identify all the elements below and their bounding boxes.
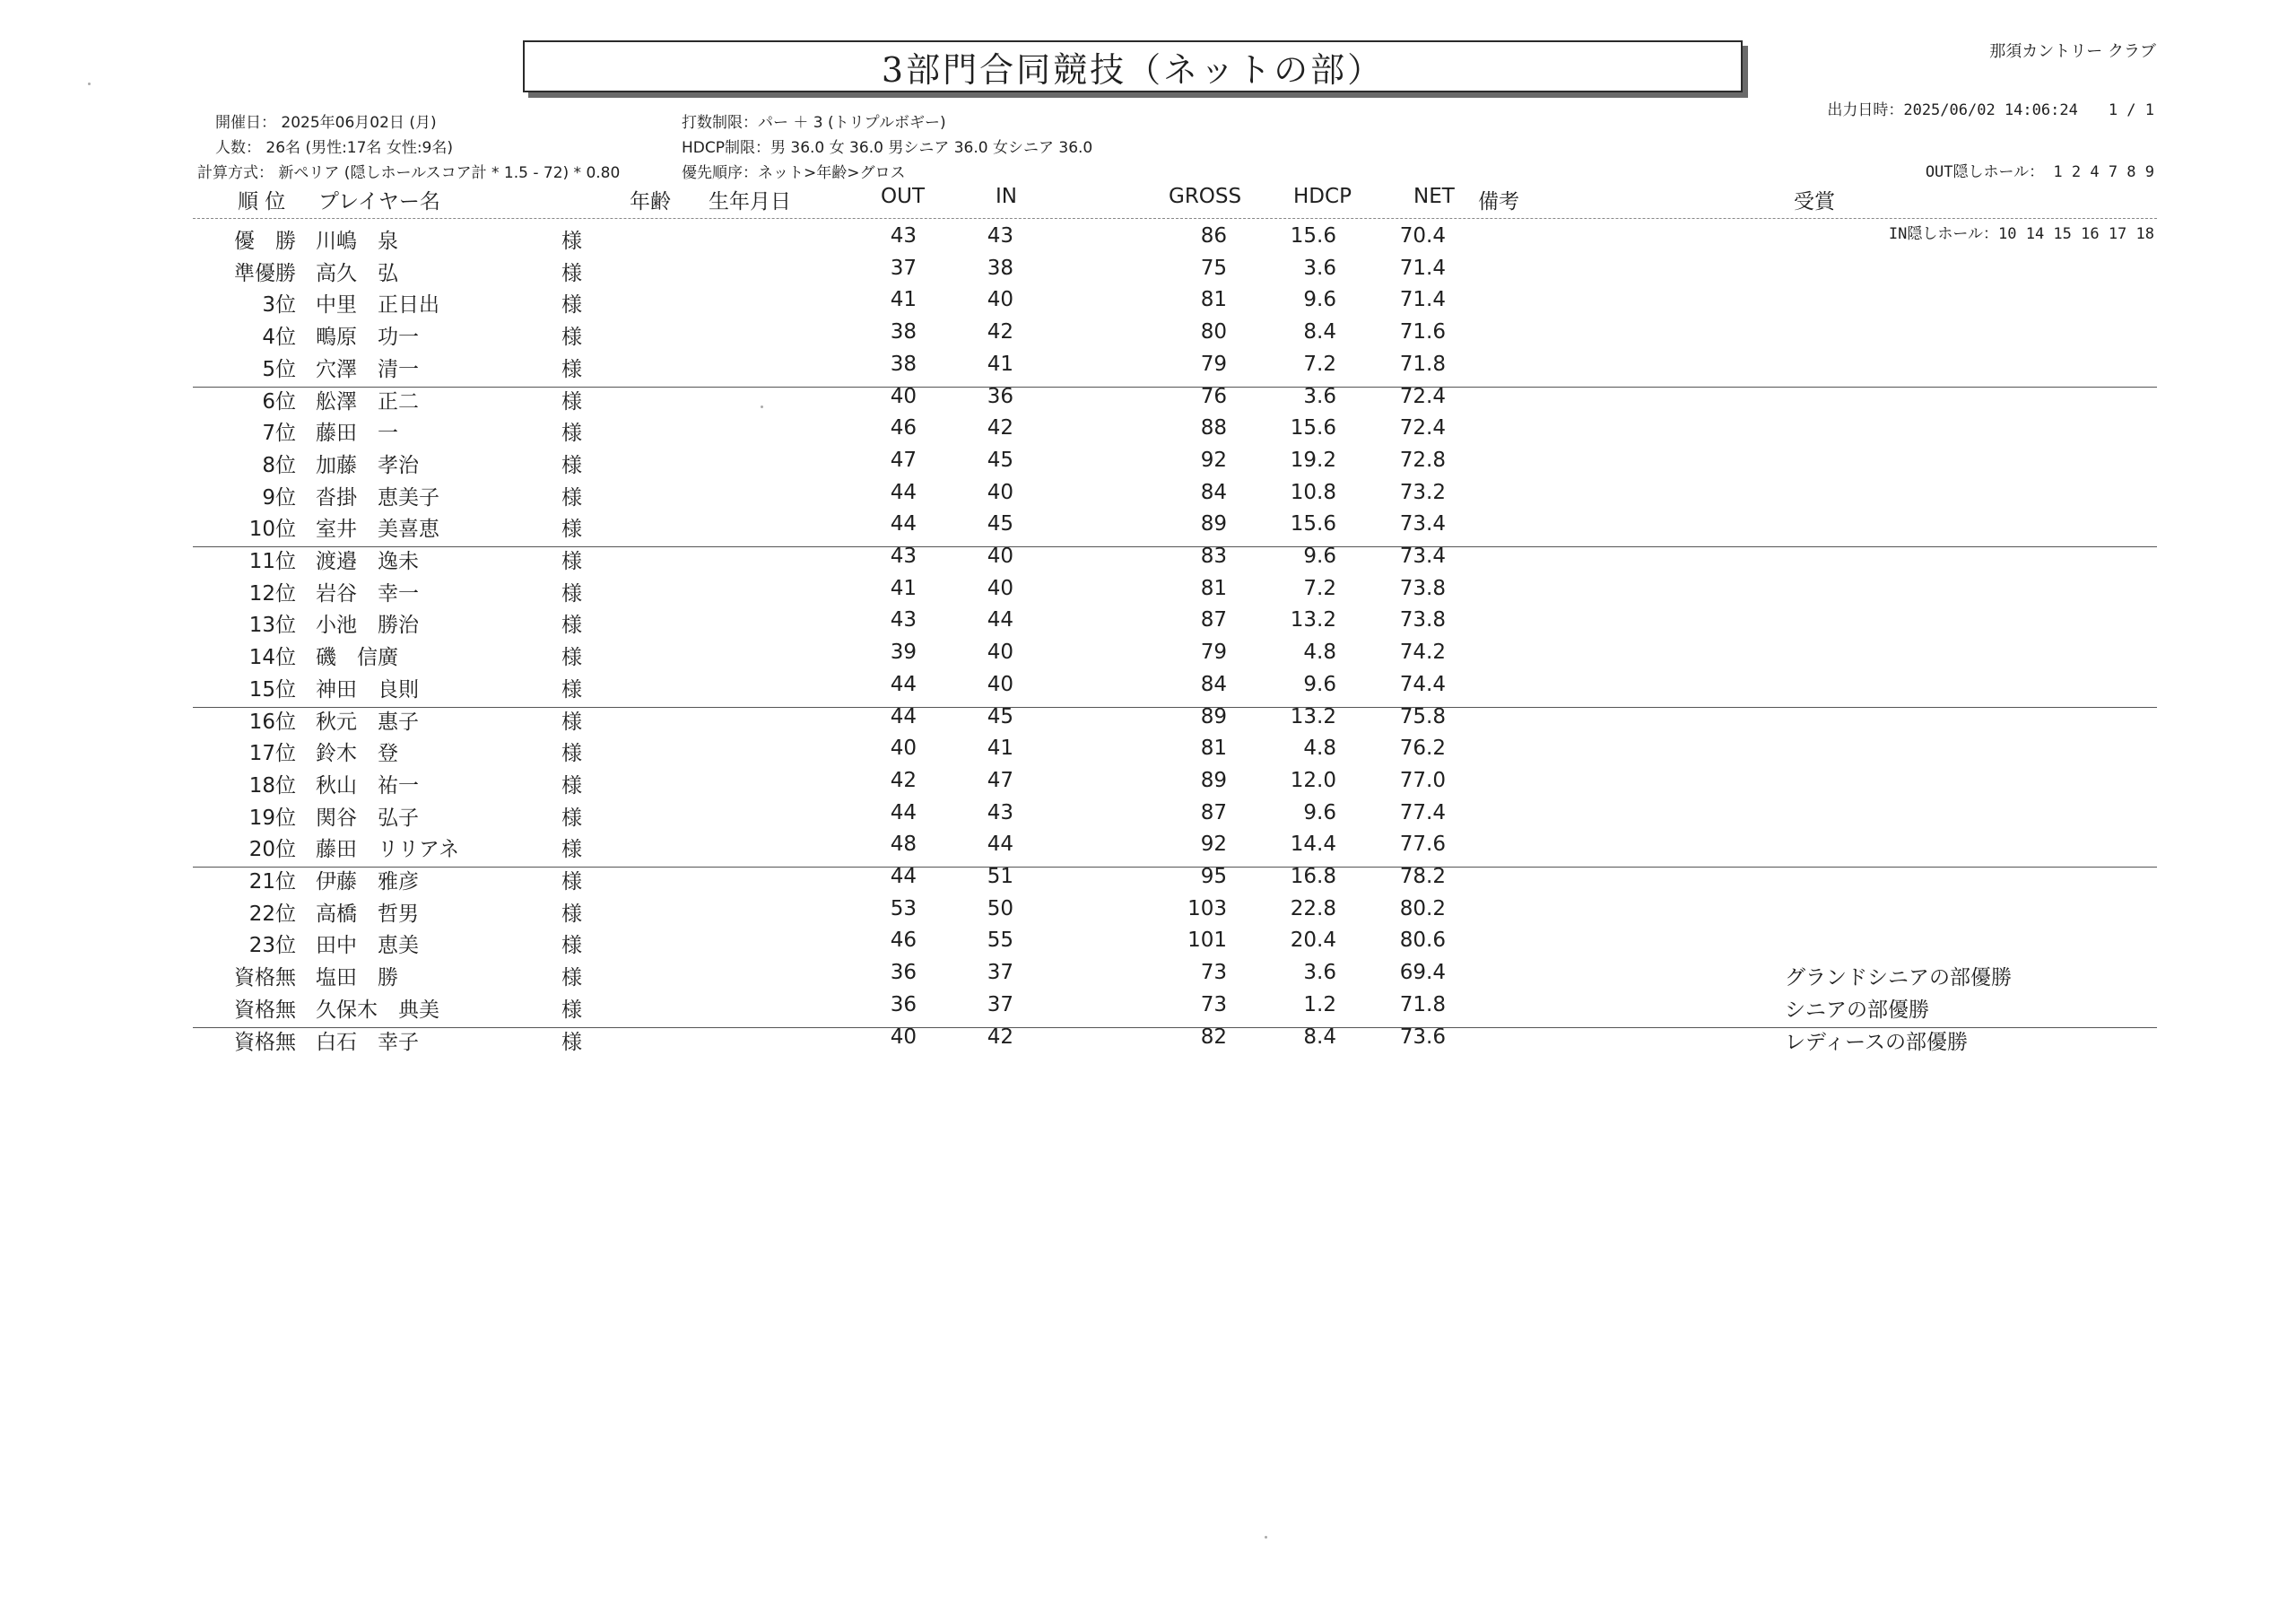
honorific-cell: 様 [561,773,582,798]
honorific-cell: 様 [561,870,582,894]
player-name-cell: 高橋 哲男 [316,902,419,926]
rank-cell: 19位 [248,806,296,830]
in-score-cell: 44 [987,608,1013,632]
honorific-cell: 様 [561,998,582,1022]
table-row [0,385,2296,417]
in-score-cell: 45 [987,448,1013,472]
honorific-cell: 様 [561,518,582,542]
hdcp-cell: 12.0 [1290,768,1336,792]
net-score-cell: 71.8 [1399,352,1446,376]
gross-score-cell: 79 [1200,352,1227,376]
gross-score-cell: 101 [1187,929,1227,953]
out-score-cell: 53 [890,896,917,920]
hdcp-cell: 15.6 [1290,224,1336,248]
table-row [0,512,2296,545]
player-name-cell: 沓掛 恵美子 [316,485,439,510]
gross-score-cell: 81 [1200,288,1227,312]
table-row [0,833,2296,865]
hdcp-cell: 8.4 [1303,1025,1336,1049]
table-row [0,288,2296,320]
hdcp-cell: 7.2 [1303,352,1336,376]
player-name-cell: 高久 弘 [316,261,398,285]
col-header-notes: 備考 [1478,190,1519,214]
table-row [0,481,2296,513]
out-score-cell: 43 [890,224,917,248]
table-row [0,737,2296,769]
player-name-cell: 加藤 孝治 [316,453,419,477]
honorific-cell: 様 [561,934,582,958]
net-score-cell: 71.6 [1399,320,1446,344]
net-score-cell: 77.4 [1399,800,1446,824]
honorific-cell: 様 [561,742,582,766]
stroke-limit: 打数制限：パー ＋ 3 (トリプルボギー) [682,114,946,132]
gross-score-cell: 82 [1200,1025,1227,1049]
rank-cell: 22位 [248,902,296,926]
net-score-cell: 80.6 [1399,929,1446,953]
table-row [0,545,2296,577]
hdcp-cell: 16.8 [1290,865,1336,888]
group-separator [193,387,2157,388]
in-score-cell: 40 [987,672,1013,696]
scan-speck [88,83,91,85]
out-score-cell: 44 [890,672,917,696]
player-name-cell: 中里 正日出 [316,293,439,318]
gross-score-cell: 73 [1200,961,1227,985]
table-row [0,929,2296,961]
player-name-cell: 室井 美喜恵 [316,518,439,542]
hdcp-cell: 10.8 [1290,480,1336,504]
player-name-cell: 久保木 典美 [316,998,439,1022]
gross-score-cell: 81 [1200,737,1227,761]
gross-score-cell: 86 [1200,224,1227,248]
hdcp-cell: 20.4 [1290,929,1336,953]
col-header-gross: GROSS [1169,185,1242,208]
hdcp-cell: 15.6 [1290,416,1336,440]
in-score-cell: 45 [987,512,1013,536]
gross-score-cell: 89 [1200,768,1227,792]
output-datetime: 出力日時：2025/06/02 14:06:24 [1827,101,2078,119]
hdcp-limit: HDCP制限：男 36.0 女 36.0 男シニア 36.0 女シニア 36.0 [682,139,1093,157]
rank-cell: 16位 [248,710,296,734]
gross-score-cell: 83 [1200,545,1227,568]
net-score-cell: 73.8 [1399,608,1446,632]
net-score-cell: 75.8 [1399,704,1446,728]
rank-cell: 3位 [262,293,296,318]
col-header-age: 年齢 [630,190,671,214]
in-hidden-holes: IN隠しホール：10 14 15 16 17 18 [1888,225,2154,243]
honorific-cell: 様 [561,550,582,573]
rank-cell: 9位 [262,485,296,510]
net-score-cell: 71.4 [1399,288,1446,312]
net-score-cell: 80.2 [1399,896,1446,920]
hdcp-cell: 8.4 [1303,320,1336,344]
player-name-cell: 川嶋 泉 [316,230,398,253]
gross-score-cell: 84 [1200,480,1227,504]
table-row [0,897,2296,929]
honorific-cell: 様 [561,806,582,830]
in-score-cell: 40 [987,641,1013,665]
in-score-cell: 40 [987,576,1013,600]
in-score-cell: 43 [987,224,1013,248]
gross-score-cell: 73 [1200,992,1227,1016]
net-score-cell: 73.8 [1399,576,1446,600]
col-header-rank: 順 位 [238,190,286,214]
hdcp-cell: 22.8 [1290,896,1336,920]
out-score-cell: 40 [890,1025,917,1049]
in-score-cell: 38 [987,256,1013,280]
in-score-cell: 41 [987,352,1013,376]
col-header-out: OUT [881,185,925,208]
honorific-cell: 様 [561,422,582,446]
player-name-cell: 渡邉 逸未 [316,550,419,573]
net-score-cell: 71.8 [1399,992,1446,1016]
out-score-cell: 41 [890,576,917,600]
table-row [0,257,2296,289]
honorific-cell: 様 [561,646,582,670]
table-row [0,449,2296,481]
table-row [0,1025,2296,1058]
honorific-cell: 様 [561,357,582,381]
net-score-cell: 76.2 [1399,737,1446,761]
out-score-cell: 47 [890,448,917,472]
in-score-cell: 47 [987,768,1013,792]
rank-cell: 11位 [248,550,296,573]
rank-cell: 12位 [248,581,296,606]
in-score-cell: 44 [987,833,1013,857]
player-name-cell: 田中 恵美 [316,934,419,958]
honorific-cell: 様 [561,902,582,926]
table-row [0,353,2296,385]
rank-cell: 7位 [262,422,296,446]
out-score-cell: 39 [890,641,917,665]
player-name-cell: 秋元 惠子 [316,710,419,734]
table-row [0,993,2296,1025]
net-score-cell: 71.4 [1399,256,1446,280]
honorific-cell: 様 [561,581,582,606]
award-cell: レディースの部優勝 [1785,1030,1969,1054]
header-rule [193,218,2157,219]
col-header-award: 受賞 [1794,190,1835,214]
rank-cell: 優 勝 [234,230,296,253]
rank-cell: 17位 [248,742,296,766]
hdcp-cell: 4.8 [1303,641,1336,665]
rank-cell: 18位 [248,773,296,798]
document-title: 3部門合同競技（ネットの部） [523,40,1743,92]
rank-cell: 準優勝 [234,261,296,285]
gross-score-cell: 89 [1200,704,1227,728]
player-name-cell: 磯 信廣 [316,646,398,670]
net-score-cell: 72.4 [1399,416,1446,440]
table-row [0,801,2296,833]
rank-cell: 10位 [248,518,296,542]
event-date: 開催日： 2025年06月02日 (月) [215,114,437,132]
player-name-cell: 穴澤 清一 [316,357,419,381]
net-score-cell: 73.4 [1399,545,1446,568]
gross-score-cell: 87 [1200,800,1227,824]
gross-score-cell: 95 [1200,865,1227,888]
out-score-cell: 36 [890,961,917,985]
rank-cell: 5位 [262,357,296,381]
rank-cell: 6位 [262,389,296,414]
award-cell: グランドシニアの部優勝 [1785,966,2012,990]
table-row [0,577,2296,609]
honorific-cell: 様 [561,1030,582,1054]
net-score-cell: 78.2 [1399,865,1446,888]
in-score-cell: 50 [987,896,1013,920]
scan-speck [1265,1536,1267,1539]
out-score-cell: 46 [890,929,917,953]
in-score-cell: 42 [987,320,1013,344]
net-score-cell: 73.6 [1399,1025,1446,1049]
hdcp-cell: 9.6 [1303,288,1336,312]
net-score-cell: 73.2 [1399,480,1446,504]
player-name-cell: 塩田 勝 [316,966,398,990]
out-score-cell: 46 [890,416,917,440]
rank-cell: 14位 [248,646,296,670]
table-row [0,769,2296,801]
participant-count: 人数： 26名 (男性:17名 女性:9名) [215,139,454,157]
table-row [0,608,2296,641]
in-score-cell: 40 [987,480,1013,504]
honorific-cell: 様 [561,710,582,734]
out-score-cell: 37 [890,256,917,280]
hdcp-cell: 15.6 [1290,512,1336,536]
player-name-cell: 関谷 弘子 [316,806,419,830]
out-score-cell: 48 [890,833,917,857]
hdcp-cell: 9.6 [1303,672,1336,696]
out-score-cell: 44 [890,480,917,504]
in-score-cell: 55 [987,929,1013,953]
in-score-cell: 43 [987,800,1013,824]
honorific-cell: 様 [561,966,582,990]
in-score-cell: 37 [987,961,1013,985]
table-row [0,705,2296,737]
player-name-cell: 小池 勝治 [316,614,419,638]
honorific-cell: 様 [561,677,582,702]
priority-order: 優先順序：ネット>年齢>グロス [682,164,906,182]
out-hidden-holes: OUT隠しホール： 1 2 4 7 8 9 [1925,163,2154,181]
table-row [0,320,2296,353]
hdcp-cell: 14.4 [1290,833,1336,857]
player-name-cell: 白石 幸子 [316,1030,419,1054]
in-score-cell: 51 [987,865,1013,888]
hdcp-cell: 13.2 [1290,608,1336,632]
gross-score-cell: 87 [1200,608,1227,632]
gross-score-cell: 79 [1200,641,1227,665]
honorific-cell: 様 [561,326,582,350]
gross-score-cell: 92 [1200,833,1227,857]
table-row [0,641,2296,673]
in-score-cell: 42 [987,1025,1013,1049]
page-number: 1 / 1 [2108,101,2154,119]
player-name-cell: 鴫原 功一 [316,326,419,350]
net-score-cell: 74.4 [1399,672,1446,696]
net-score-cell: 74.2 [1399,641,1446,665]
gross-score-cell: 81 [1200,576,1227,600]
out-score-cell: 41 [890,288,917,312]
table-row [0,673,2296,705]
hdcp-cell: 3.6 [1303,961,1336,985]
hdcp-cell: 9.6 [1303,800,1336,824]
out-score-cell: 43 [890,608,917,632]
in-score-cell: 45 [987,704,1013,728]
honorific-cell: 様 [561,614,582,638]
hdcp-cell: 3.6 [1303,384,1336,408]
gross-score-cell: 103 [1187,896,1227,920]
out-score-cell: 44 [890,704,917,728]
award-cell: シニアの部優勝 [1785,998,1929,1022]
col-header-player: プレイヤー名 [318,190,440,214]
gross-score-cell: 92 [1200,448,1227,472]
player-name-cell: 秋山 祐一 [316,773,419,798]
gross-score-cell: 80 [1200,320,1227,344]
honorific-cell: 様 [561,230,582,253]
in-score-cell: 36 [987,384,1013,408]
col-header-birth: 生年月日 [709,190,791,214]
group-separator [193,546,2157,547]
rank-cell: 4位 [262,326,296,350]
group-separator [193,867,2157,868]
net-score-cell: 69.4 [1399,961,1446,985]
gross-score-cell: 88 [1200,416,1227,440]
calc-method: 計算方式： 新ペリア (隠しホールスコア計 * 1.5 - 72) * 0.80 [197,164,621,182]
out-score-cell: 44 [890,800,917,824]
honorific-cell: 様 [561,293,582,318]
honorific-cell: 様 [561,453,582,477]
rank-cell: 13位 [248,614,296,638]
player-name-cell: 神田 良則 [316,677,419,702]
col-header-net: NET [1413,185,1455,208]
in-score-cell: 42 [987,416,1013,440]
in-score-cell: 37 [987,992,1013,1016]
honorific-cell: 様 [561,261,582,285]
out-score-cell: 40 [890,384,917,408]
hdcp-cell: 9.6 [1303,545,1336,568]
rank-cell: 資格無 [234,998,296,1022]
gross-score-cell: 75 [1200,256,1227,280]
hdcp-cell: 19.2 [1290,448,1336,472]
out-score-cell: 38 [890,352,917,376]
player-name-cell: 舩澤 正二 [316,389,419,414]
group-separator [193,1027,2157,1028]
in-score-cell: 40 [987,545,1013,568]
col-header-hdcp: HDCP [1293,185,1352,208]
rank-cell: 23位 [248,934,296,958]
gross-score-cell: 89 [1200,512,1227,536]
net-score-cell: 77.0 [1399,768,1446,792]
table-row [0,865,2296,897]
group-separator [193,707,2157,708]
out-score-cell: 44 [890,512,917,536]
rank-cell: 資格無 [234,1030,296,1054]
honorific-cell: 様 [561,838,582,862]
out-score-cell: 43 [890,545,917,568]
net-score-cell: 70.4 [1399,224,1446,248]
player-name-cell: 藤田 一 [316,422,398,446]
net-score-cell: 77.6 [1399,833,1446,857]
rank-cell: 8位 [262,453,296,477]
out-score-cell: 42 [890,768,917,792]
gross-score-cell: 84 [1200,672,1227,696]
gross-score-cell: 76 [1200,384,1227,408]
out-score-cell: 36 [890,992,917,1016]
hdcp-cell: 3.6 [1303,256,1336,280]
col-header-in: IN [996,185,1017,208]
hdcp-cell: 4.8 [1303,737,1336,761]
table-row [0,961,2296,993]
table-row [0,416,2296,449]
in-score-cell: 40 [987,288,1013,312]
player-name-cell: 藤田 リリアネ [316,838,460,862]
scan-speck [761,406,763,408]
net-score-cell: 73.4 [1399,512,1446,536]
hdcp-cell: 7.2 [1303,576,1336,600]
club-name: 那須カントリー クラブ [1989,42,2156,61]
table-row [0,224,2296,257]
out-score-cell: 38 [890,320,917,344]
out-score-cell: 44 [890,865,917,888]
in-score-cell: 41 [987,737,1013,761]
player-name-cell: 鈴木 登 [316,742,398,766]
net-score-cell: 72.4 [1399,384,1446,408]
out-score-cell: 40 [890,737,917,761]
rank-cell: 資格無 [234,966,296,990]
hdcp-cell: 13.2 [1290,704,1336,728]
net-score-cell: 72.8 [1399,448,1446,472]
honorific-cell: 様 [561,389,582,414]
player-name-cell: 岩谷 幸一 [316,581,419,606]
rank-cell: 20位 [248,838,296,862]
rank-cell: 21位 [248,870,296,894]
player-name-cell: 伊藤 雅彦 [316,870,419,894]
rank-cell: 15位 [248,677,296,702]
hdcp-cell: 1.2 [1303,992,1336,1016]
honorific-cell: 様 [561,485,582,510]
